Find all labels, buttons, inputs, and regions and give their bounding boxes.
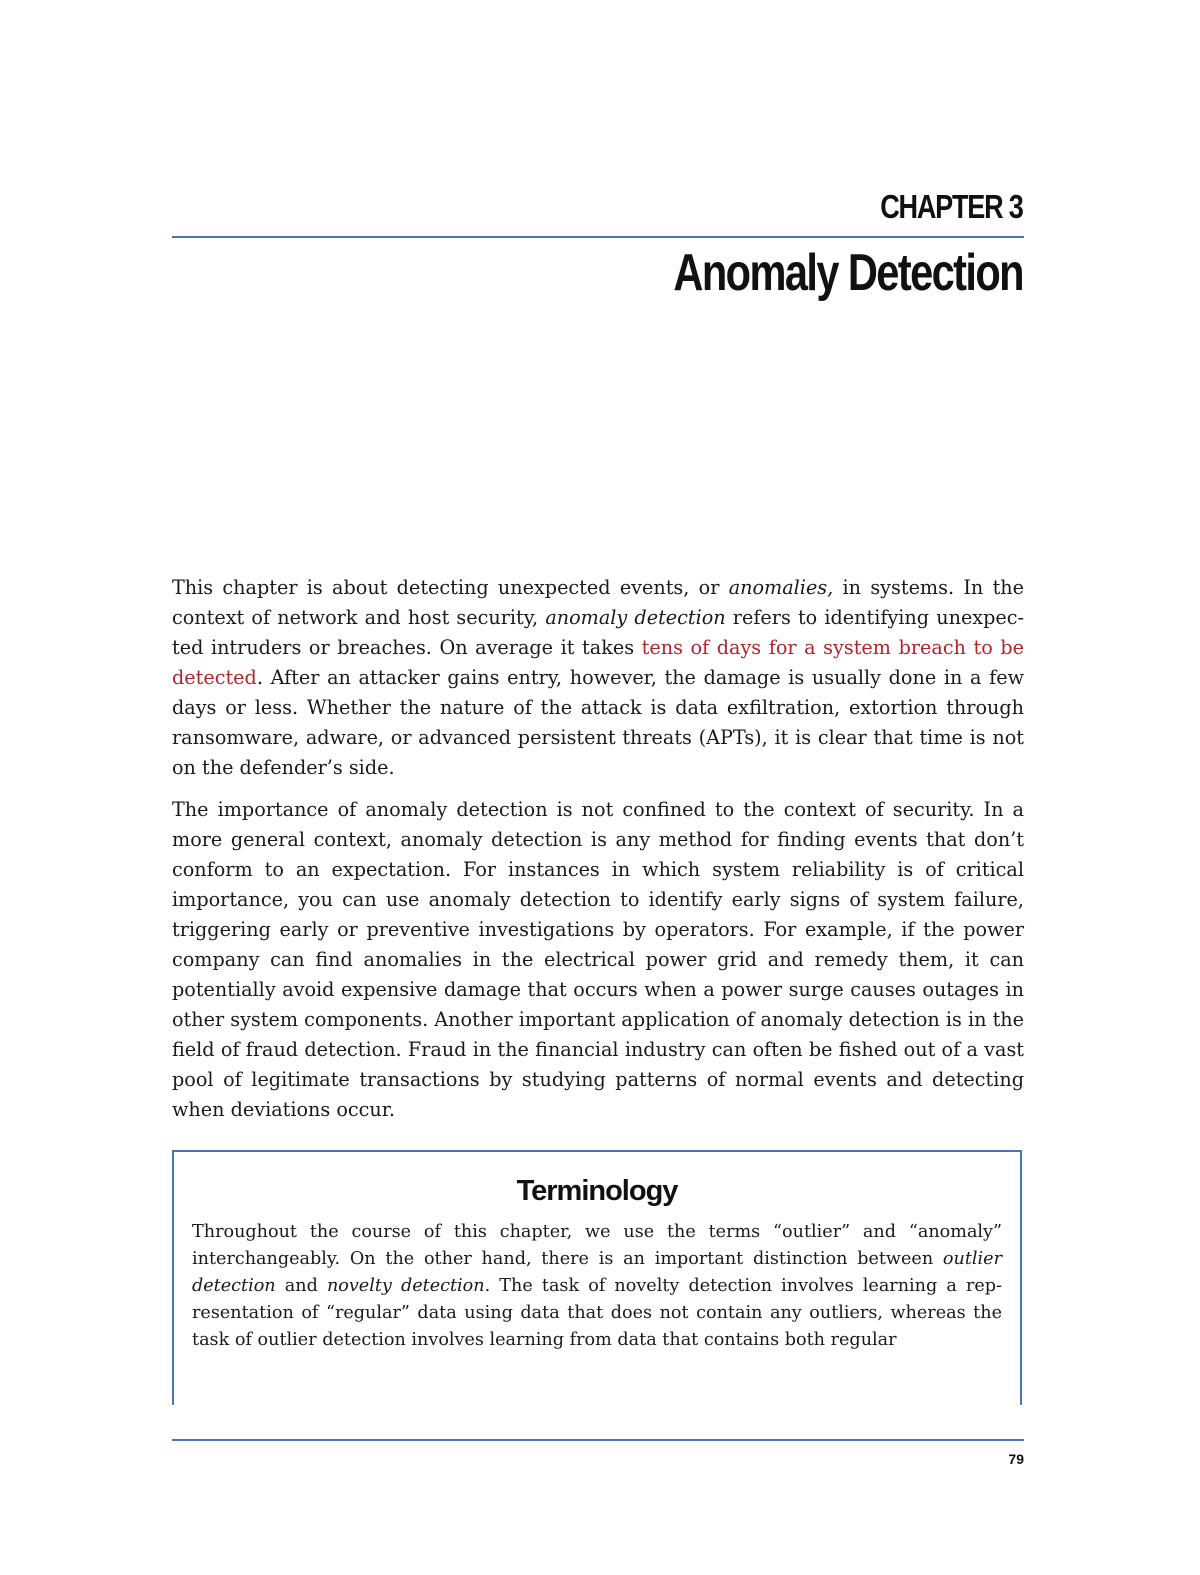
page-number: 79 bbox=[1008, 1451, 1024, 1467]
header-rule bbox=[172, 236, 1024, 238]
paragraph-2: The importance of anomaly detection is not confined to the context of security. In a more general context, anomaly detection is any method for finding events that don’t conform to an expectation. For instances in which system reliability is of critical importance, you can use anomaly detection to identify early signs of system failure, triggering early or preventive investigations by operators. For example, if the power company can find anomalies in the electrical power grid and remedy them, it can potentially avoid expensive damage that occurs when a power surge causes outages in other system components. Another important application of anomaly detection is in the field of fraud detection. Fraud in the financial industry can often be fished out of a vast pool of legitimate transactions by studying patterns of normal events and detecting when deviations occur. bbox=[172, 798, 1024, 1121]
chapter-title: Anomaly Detection bbox=[673, 244, 1023, 302]
sidebar-text-segment: . The task of novelty detection involves learning a representation of “regular” data using data that does not contain any outliers, whereas the task of outlier detection involves learning from data that contains both regular bbox=[192, 1276, 1002, 1350]
paragraph-1-text: in systems. In the context of network and host security, bbox=[172, 576, 1024, 629]
paragraph-1-text: This chapter is about detecting unexpected events, or bbox=[172, 576, 729, 599]
terminology-sidebar bbox=[172, 1150, 1022, 1405]
paragraph-1 bbox=[172, 573, 1024, 783]
sidebar-title: Terminology bbox=[516, 1175, 678, 1207]
chapter-label: CHAPTER 3 bbox=[880, 188, 1023, 225]
sidebar-text-segment: Throughout the course of this chapter, we use the terms “outlier” and “anomaly” interchangeably. On the other hand, there is an important distinction between bbox=[192, 1222, 1002, 1269]
paragraph-1-text: . After an attacker gains entry, however, the damage is usually done in a few days or less. Whether the nature of the attack is data exfiltration, extortion through ransomware, adware, or advanced persistent threats (APTs), it is clear that time is not on the defender’s side. bbox=[172, 666, 1024, 779]
paragraph-1-text: refers to identifying unexpected intruders or breaches. On average it takes bbox=[172, 606, 1024, 659]
sidebar-text bbox=[192, 1219, 1002, 1354]
body-text bbox=[172, 573, 1024, 1137]
breach-detection-link[interactable]: tens of days for a system breach to be detected bbox=[172, 636, 1024, 689]
footer-rule bbox=[172, 1439, 1024, 1441]
term-anomalies: anomalies, bbox=[728, 576, 834, 599]
sidebar-text-segment: and bbox=[275, 1276, 327, 1296]
term-novelty-detection: novelty detection bbox=[326, 1276, 485, 1296]
term-outlier-detection: outlier detection bbox=[192, 1249, 1002, 1296]
term-anomaly-detection: anomaly detection bbox=[545, 606, 726, 629]
